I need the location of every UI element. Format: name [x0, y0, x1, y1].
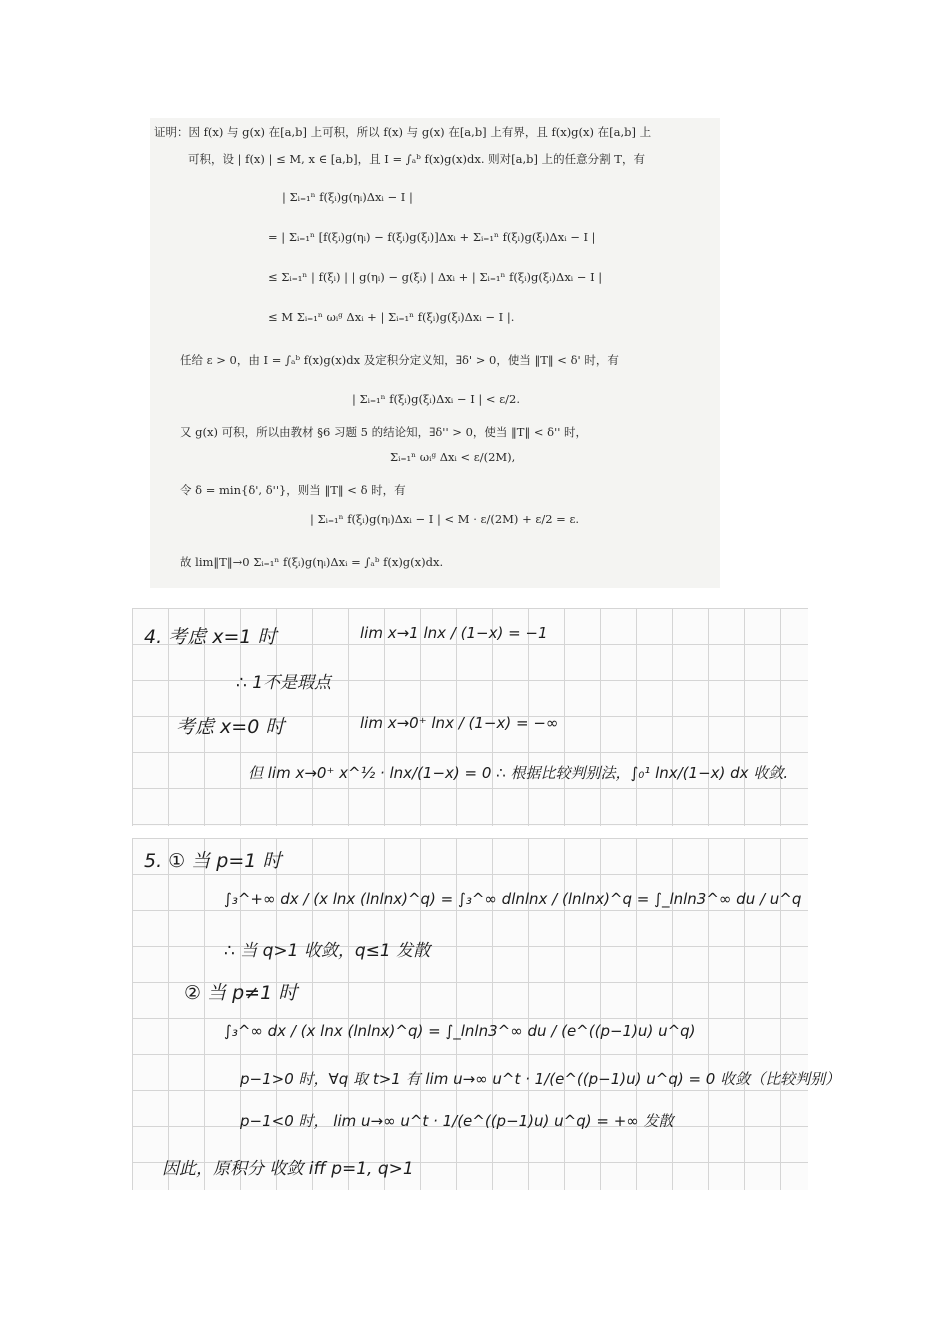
proof-line: 又 g(x) 可积，所以由教材 §6 习题 5 的结论知，∃δ'' > 0，使当 ‖T‖ < δ'' 时，	[180, 425, 588, 439]
hw-line: 4. 考虑 x=1 时	[144, 626, 277, 648]
proof-line: 证明：因 f(x) 与 g(x) 在[a,b] 上可积，所以 f(x) 与 g(x) 在[a,b] 上有界，且 f(x)g(x) 在[a,b] 上	[154, 125, 652, 139]
hw-line: lim x→0⁺ lnx / (1−x) = −∞	[360, 714, 559, 732]
proof-equation: | Σᵢ₌₁ⁿ f(ξᵢ)g(ξᵢ)Δxᵢ − I | < ε/2.	[352, 392, 521, 406]
proof-line: 令 δ = min{δ', δ''}，则当 ‖T‖ < δ 时，有	[180, 483, 406, 497]
handwritten-problem-4	[132, 608, 808, 826]
handwritten-problem-5	[132, 838, 841, 1190]
proof-line: 任给 ε > 0，由 I = ∫ₐᵇ f(x)g(x)dx 及定积分定义知，∃δ' > 0，使当 ‖T‖ < δ' 时，有	[180, 353, 619, 367]
hw-line: ∴ 当 q>1 收敛，q≤1 发散	[224, 941, 431, 961]
hw-line: 但 lim x→0⁺ x^½ · lnx/(1−x) = 0 ∴ 根据比较判别法，∫₀¹ lnx/(1−x) dx 收敛.	[248, 764, 789, 782]
hw-line: p−1<0 时， lim u→∞ u^t · 1/(e^((p−1)u) u^q) = +∞ 发散	[240, 1112, 674, 1130]
hw-line: p−1>0 时，∀q 取 t>1 有 lim u→∞ u^t · 1/(e^((p−1)u) u^q) = 0 收敛（比较判别）	[240, 1070, 841, 1088]
proof-equation: | Σᵢ₌₁ⁿ f(ξᵢ)g(ηᵢ)Δxᵢ − I | < M · ε/(2M) + ε/2 = ε.	[310, 512, 580, 526]
hw-line: ∫₃^+∞ dx / (x lnx (lnlnx)^q) = ∫₃^∞ dlnlnx / (lnlnx)^q = ∫_lnln3^∞ du / u^q	[224, 890, 802, 908]
printed-proof	[150, 118, 720, 588]
proof-equation: = | Σᵢ₌₁ⁿ [f(ξᵢ)g(ηᵢ) − f(ξᵢ)g(ξᵢ)]Δxᵢ + Σᵢ₌₁ⁿ f(ξᵢ)g(ξᵢ)Δxᵢ − I |	[268, 230, 596, 244]
hw-line: 因此，原积分 收敛 iff p=1, q>1	[162, 1159, 414, 1179]
proof-equation: ≤ Σᵢ₌₁ⁿ | f(ξᵢ) | | g(ηᵢ) − g(ξᵢ) | Δxᵢ + | Σᵢ₌₁ⁿ f(ξᵢ)g(ξᵢ)Δxᵢ − I |	[268, 270, 603, 284]
proof-equation: Σᵢ₌₁ⁿ ωᵢᵍ Δxᵢ < ε/(2M),	[390, 450, 516, 464]
proof-equation: | Σᵢ₌₁ⁿ f(ξᵢ)g(ηᵢ)Δxᵢ − I |	[282, 190, 413, 204]
hw-line: ② 当 p≠1 时	[184, 982, 298, 1004]
hw-line: 5. ① 当 p=1 时	[144, 850, 282, 872]
hw-line: lim x→1 lnx / (1−x) = −1	[360, 624, 548, 642]
hw-line: ∫₃^∞ dx / (x lnx (lnlnx)^q) = ∫_lnln3^∞ du / (e^((p−1)u) u^q)	[224, 1022, 696, 1040]
hw-line: 考虑 x=0 时	[176, 716, 285, 738]
proof-equation: ≤ M Σᵢ₌₁ⁿ ωᵢᵍ Δxᵢ + | Σᵢ₌₁ⁿ f(ξᵢ)g(ξᵢ)Δxᵢ − I |.	[268, 310, 515, 324]
hw-line: ∴ 1不是瑕点	[236, 673, 332, 693]
proof-line: 故 lim‖T‖→0 Σᵢ₌₁ⁿ f(ξᵢ)g(ηᵢ)Δxᵢ = ∫ₐᵇ f(x)g(x)dx.	[180, 555, 444, 569]
proof-line: 可积，设 | f(x) | ≤ M, x ∈ [a,b]，且 I = ∫ₐᵇ f(x)g(x)dx. 则对[a,b] 上的任意分割 T，有	[188, 152, 645, 166]
